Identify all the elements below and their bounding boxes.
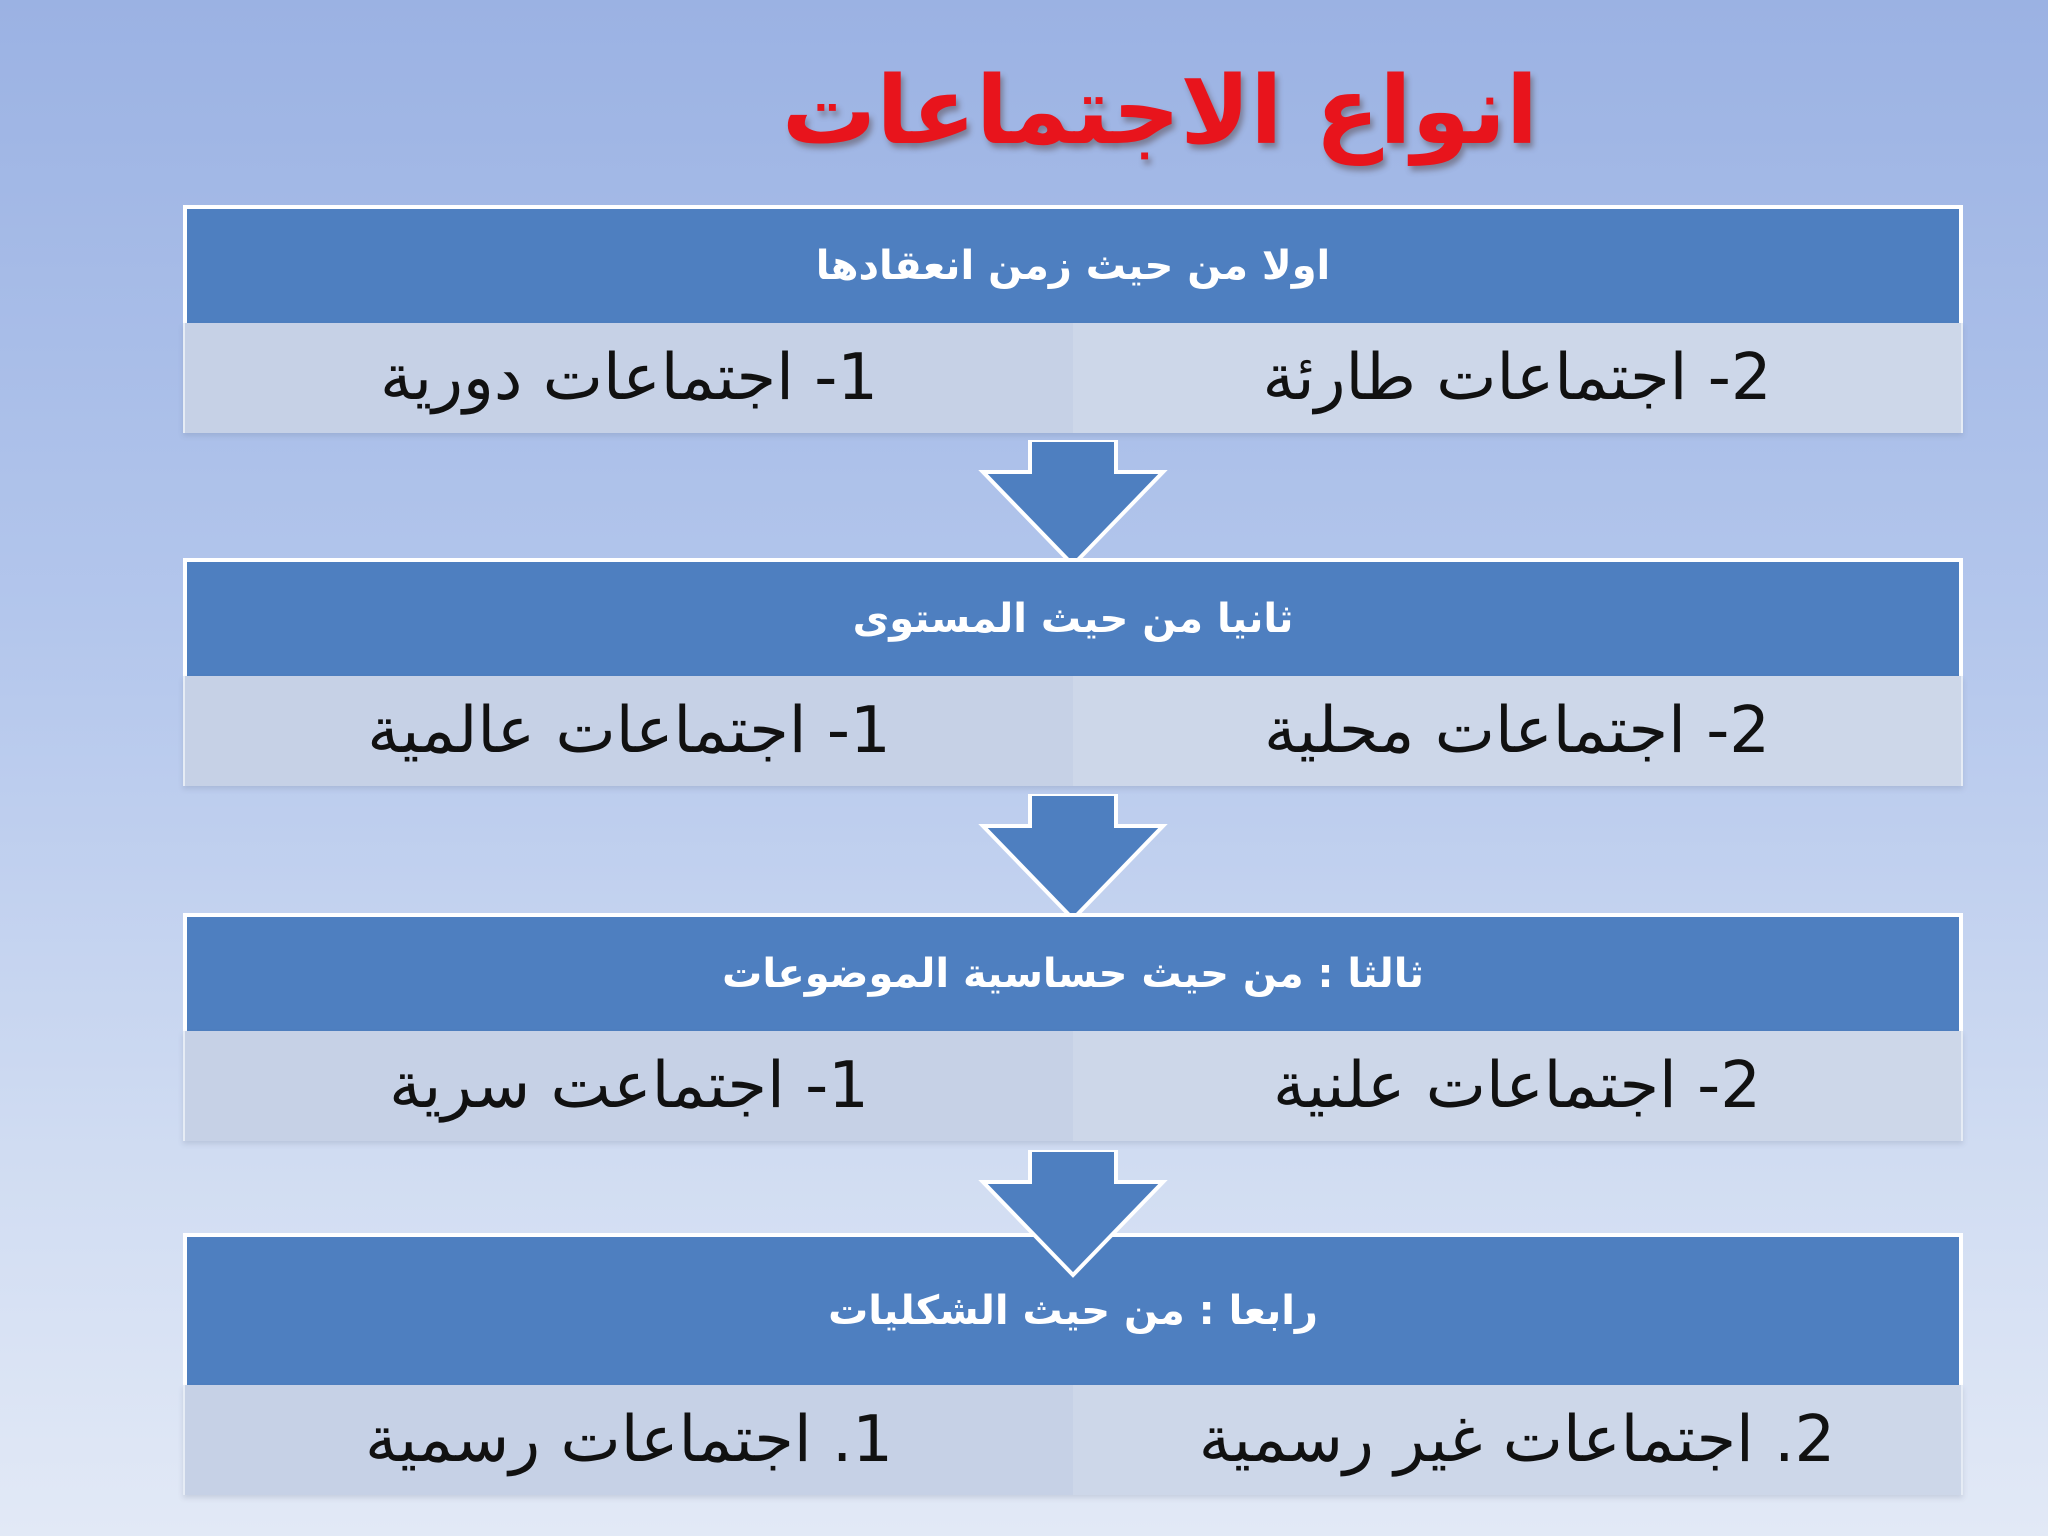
section-box-1 <box>183 205 1963 433</box>
section-4-item-2: 2. اجتماعات غير رسمية <box>1073 1385 1963 1495</box>
section-row-4 <box>183 1385 1963 1495</box>
section-2-item-1: 1- اجتماعات عالمية <box>183 676 1073 786</box>
section-header-4: رابعا : من حيث الشكليات <box>183 1233 1963 1385</box>
section-2-item-2: 2- اجتماعات محلية <box>1073 676 1963 786</box>
slide-title: انواع الاجتماعات <box>781 57 1539 166</box>
section-header-3: ثالثا : من حيث حساسية الموضوعات <box>183 913 1963 1031</box>
section-box-2 <box>183 558 1963 786</box>
down-arrow-icon <box>978 440 1168 570</box>
section-3-item-1: 1- اجتماعت سرية <box>183 1031 1073 1141</box>
section-3-item-2: 2- اجتماعات علنية <box>1073 1031 1963 1141</box>
section-row-1 <box>183 323 1963 433</box>
section-header-1: اولا من حيث زمن انعقادها <box>183 205 1963 323</box>
section-row-3 <box>183 1031 1963 1141</box>
section-row-2 <box>183 676 1963 786</box>
section-header-2: ثانيا من حيث المستوى <box>183 558 1963 676</box>
section-1-item-1: 1- اجتماعات دورية <box>183 323 1073 433</box>
down-arrow-icon <box>978 1150 1168 1280</box>
section-1-item-2: 2- اجتماعات طارئة <box>1073 323 1963 433</box>
section-4-item-1: 1. اجتماعات رسمية <box>183 1385 1073 1495</box>
down-arrow-icon <box>978 794 1168 924</box>
section-box-3 <box>183 913 1963 1141</box>
